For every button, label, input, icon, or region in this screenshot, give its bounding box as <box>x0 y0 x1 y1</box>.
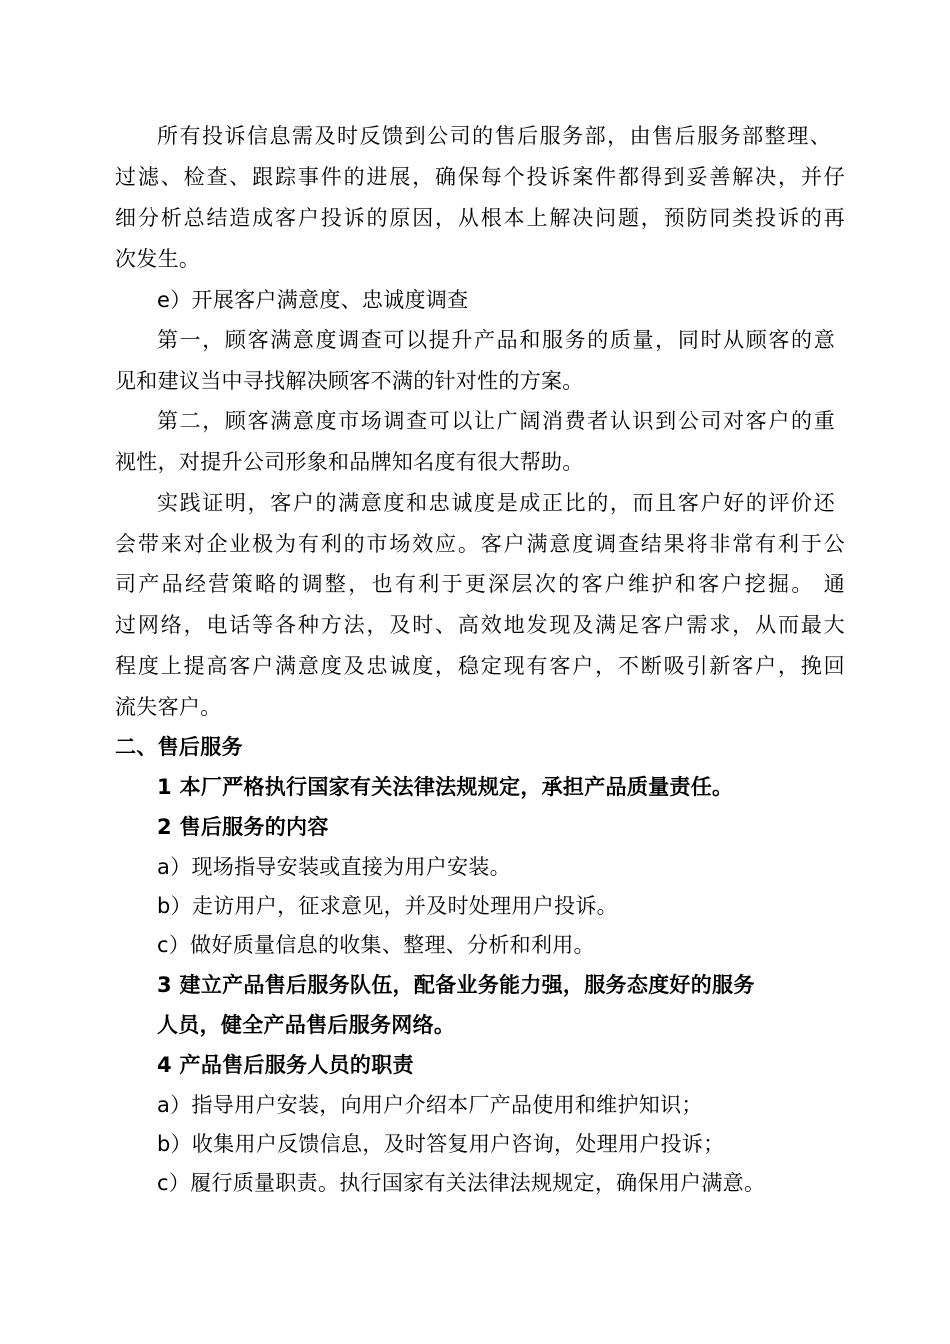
practice-line-4: 过网络，电话等各种方法，及时、高效地发现及满足客户需求，从而最大 <box>115 613 845 637</box>
item-2-c: c）做好质量信息的收集、整理、分析和利用。 <box>157 933 595 957</box>
item-2-b: b）走访用户，征求意见，并及时处理用户投诉。 <box>157 894 618 918</box>
item-2-a: a）现场指导安装或直接为用户安装。 <box>157 855 511 879</box>
item-1: 1 本厂严格执行国家有关法律法规规定，承担产品质量责任。 <box>157 775 734 799</box>
practice-line-3: 司产品经营策略的调整，也有利于更深层次的客户维护和客户挖掘。 通 <box>115 572 845 596</box>
complaint-line-3: 细分析总结造成客户投诉的原因，从根本上解决问题，预防同类投诉的再 <box>115 206 845 230</box>
section-title: 二、售后服务 <box>115 735 243 759</box>
practice-line-2: 会带来对企业极为有利的市场效应。客户满意度调查结果将非常有利于公 <box>115 532 845 556</box>
complaint-line-2: 过滤、检查、跟踪事件的进展，确保每个投诉案件都得到妥善解决，并仔 <box>115 165 845 189</box>
item-2: 2 售后服务的内容 <box>157 815 329 839</box>
second-line-1: 第二，顾客满意度市场调查可以让广阔消费者认识到公司对客户的重 <box>157 409 835 433</box>
complaint-line-4: 次发生。 <box>115 247 201 271</box>
item-4-a: a）指导用户安装，向用户介绍本厂产品使用和维护知识； <box>157 1093 703 1117</box>
second-line-2: 视性，对提升公司形象和品牌知名度有很大帮助。 <box>115 450 584 474</box>
first-line-1: 第一，顾客满意度调查可以提升产品和服务的质量，同时从顾客的意 <box>157 328 835 352</box>
item-3-line-1: 3 建立产品售后服务队伍，配备业务能力强，服务态度好的服务 <box>157 973 755 997</box>
complaint-line-1: 所有投诉信息需及时反馈到公司的售后服务部，由售后服务部整理、 <box>157 124 831 148</box>
practice-line-5: 程度上提高客户满意度及忠诚度，稳定现有客户，不断吸引新客户，挽回 <box>115 654 845 678</box>
practice-line-1: 实践证明，客户的满意度和忠诚度是成正比的，而且客户好的评价还 <box>157 491 835 515</box>
heading-e: e）开展客户满意度、忠诚度调查 <box>157 288 469 312</box>
item-4-c: c）履行质量职责。执行国家有关法律法规规定，确保用户满意。 <box>157 1171 766 1195</box>
item-4: 4 产品售后服务人员的职责 <box>157 1053 414 1077</box>
item-3-line-2: 人员，健全产品售后服务网络。 <box>157 1013 456 1037</box>
first-line-2: 见和建议当中寻找解决顾客不满的针对性的方案。 <box>115 369 584 393</box>
practice-line-6: 流失客户。 <box>115 695 222 719</box>
item-4-b: b）收集用户反馈信息，及时答复用户咨询，处理用户投诉； <box>157 1132 725 1156</box>
